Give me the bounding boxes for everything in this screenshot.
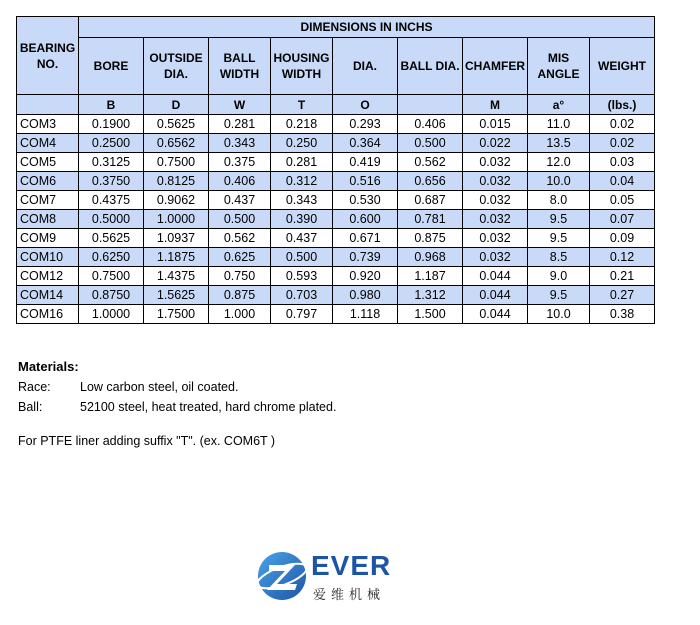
column-symbol: (lbs.) [590, 95, 655, 115]
column-symbol: B [79, 95, 144, 115]
table-cell: 0.968 [398, 248, 463, 267]
table-cell: 0.044 [463, 286, 528, 305]
table-cell: 0.3125 [79, 153, 144, 172]
column-symbol: a° [528, 95, 590, 115]
table-cell: 0.2500 [79, 134, 144, 153]
table-row [17, 115, 655, 134]
table-cell: 0.797 [271, 305, 333, 324]
table-cell: 0.781 [398, 210, 463, 229]
table-cell: 0.625 [209, 248, 271, 267]
ball-value: 52100 steel, heat treated, hard chrome plated. [80, 400, 337, 414]
bearing-dimensions-table [16, 16, 655, 324]
table-cell: 0.1900 [79, 115, 144, 134]
table-cell: 1.187 [398, 267, 463, 286]
table-cell: 0.02 [590, 115, 655, 134]
logo-brand-text: EVER [311, 550, 392, 581]
blank-symbol-cell [17, 95, 79, 115]
table-cell: 0.375 [209, 153, 271, 172]
bearing-model-cell: COM14 [17, 286, 79, 305]
table-cell: 8.5 [528, 248, 590, 267]
table-cell: 1.1875 [144, 248, 209, 267]
bearing-no-header: BEARING NO. [17, 17, 79, 95]
column-header: BORE [79, 38, 144, 95]
table-cell: 11.0 [528, 115, 590, 134]
ever-logo [255, 548, 405, 604]
column-symbol: D [144, 95, 209, 115]
column-header: WEIGHT [590, 38, 655, 95]
table-cell: 0.281 [209, 115, 271, 134]
logo-chinese-text: 爱维机械 [313, 587, 386, 602]
bearing-model-cell: COM4 [17, 134, 79, 153]
table-cell: 0.750 [209, 267, 271, 286]
column-header: BALL WIDTH [209, 38, 271, 95]
table-cell: 0.671 [333, 229, 398, 248]
table-cell: 1.0937 [144, 229, 209, 248]
table-cell: 0.500 [398, 134, 463, 153]
table-cell: 1.7500 [144, 305, 209, 324]
column-header: BALL DIA. [398, 38, 463, 95]
table-cell: 0.419 [333, 153, 398, 172]
table-cell: 0.218 [271, 115, 333, 134]
table-cell: 1.000 [209, 305, 271, 324]
bearing-model-cell: COM5 [17, 153, 79, 172]
bearing-model-cell: COM12 [17, 267, 79, 286]
table-cell: 0.530 [333, 191, 398, 210]
bearing-model-cell: COM10 [17, 248, 79, 267]
table-cell: 1.5625 [144, 286, 209, 305]
ball-material-row [18, 397, 336, 417]
bearing-model-cell: COM9 [17, 229, 79, 248]
table-cell: 0.281 [271, 153, 333, 172]
table-cell: 10.0 [528, 305, 590, 324]
table-cell: 0.250 [271, 134, 333, 153]
column-symbol-row [17, 95, 655, 115]
column-header: CHAMFER [463, 38, 528, 95]
dimensions-group-header: DIMENSIONS IN INCHS [79, 17, 655, 38]
table-cell: 0.406 [209, 172, 271, 191]
table-row [17, 191, 655, 210]
table-cell: 0.343 [209, 134, 271, 153]
table-cell: 0.09 [590, 229, 655, 248]
table-cell: 1.118 [333, 305, 398, 324]
table-cell: 0.21 [590, 267, 655, 286]
table-cell: 0.044 [463, 305, 528, 324]
column-symbol: O [333, 95, 398, 115]
bearing-model-cell: COM8 [17, 210, 79, 229]
table-cell: 0.9062 [144, 191, 209, 210]
column-symbol [398, 95, 463, 115]
table-cell: 0.07 [590, 210, 655, 229]
table-cell: 0.562 [209, 229, 271, 248]
table-row [17, 153, 655, 172]
column-header: MIS ANGLE [528, 38, 590, 95]
table-cell: 0.500 [271, 248, 333, 267]
table-cell: 10.0 [528, 172, 590, 191]
table-cell: 0.703 [271, 286, 333, 305]
table-cell: 0.6250 [79, 248, 144, 267]
table-cell: 0.562 [398, 153, 463, 172]
table-cell: 0.293 [333, 115, 398, 134]
table-cell: 0.8750 [79, 286, 144, 305]
table-cell: 8.0 [528, 191, 590, 210]
table-row [17, 210, 655, 229]
race-material-row [18, 377, 336, 397]
race-value: Low carbon steel, oil coated. [80, 380, 239, 394]
table-cell: 0.5000 [79, 210, 144, 229]
table-cell: 0.12 [590, 248, 655, 267]
bearing-model-cell: COM16 [17, 305, 79, 324]
table-cell: 0.593 [271, 267, 333, 286]
table-row [17, 134, 655, 153]
table-cell: 0.406 [398, 115, 463, 134]
table-cell: 0.980 [333, 286, 398, 305]
column-name-row [17, 38, 655, 95]
table-cell: 0.343 [271, 191, 333, 210]
table-body [17, 115, 655, 324]
table-cell: 0.032 [463, 191, 528, 210]
ball-label: Ball: [18, 400, 43, 414]
column-header: OUTSIDE DIA. [144, 38, 209, 95]
table-row [17, 267, 655, 286]
table-cell: 1.0000 [79, 305, 144, 324]
table-cell: 9.5 [528, 286, 590, 305]
table-row [17, 229, 655, 248]
table-cell: 0.015 [463, 115, 528, 134]
race-label: Race: [18, 380, 51, 394]
column-symbol: T [271, 95, 333, 115]
materials-section [18, 357, 336, 417]
table-cell: 0.032 [463, 229, 528, 248]
table-cell: 9.5 [528, 210, 590, 229]
materials-title: Materials: [18, 359, 79, 374]
table-cell: 1.500 [398, 305, 463, 324]
table-cell: 0.312 [271, 172, 333, 191]
table-cell: 0.500 [209, 210, 271, 229]
table-cell: 0.920 [333, 267, 398, 286]
bearing-model-cell: COM7 [17, 191, 79, 210]
table-cell: 0.6562 [144, 134, 209, 153]
table-cell: 0.032 [463, 172, 528, 191]
table-cell: 0.7500 [144, 153, 209, 172]
table-row [17, 286, 655, 305]
table-cell: 0.390 [271, 210, 333, 229]
table-cell: 1.312 [398, 286, 463, 305]
table-cell: 0.600 [333, 210, 398, 229]
table-cell: 9.0 [528, 267, 590, 286]
column-symbol: W [209, 95, 271, 115]
table-cell: 0.437 [209, 191, 271, 210]
table-cell: 0.656 [398, 172, 463, 191]
table-cell: 0.8125 [144, 172, 209, 191]
column-header: HOUSING WIDTH [271, 38, 333, 95]
column-header: DIA. [333, 38, 398, 95]
table-cell: 0.3750 [79, 172, 144, 191]
table-cell: 0.437 [271, 229, 333, 248]
table-cell: 0.02 [590, 134, 655, 153]
table-cell: 0.364 [333, 134, 398, 153]
table-cell: 0.875 [398, 229, 463, 248]
table-cell: 13.5 [528, 134, 590, 153]
table-cell: 0.5625 [79, 229, 144, 248]
table-cell: 0.5625 [144, 115, 209, 134]
table-cell: 1.0000 [144, 210, 209, 229]
table-cell: 0.044 [463, 267, 528, 286]
table-cell: 0.04 [590, 172, 655, 191]
table-row [17, 305, 655, 324]
table-cell: 0.032 [463, 153, 528, 172]
table-cell: 12.0 [528, 153, 590, 172]
bearing-model-cell: COM3 [17, 115, 79, 134]
table-cell: 0.032 [463, 210, 528, 229]
table-cell: 0.4375 [79, 191, 144, 210]
table-cell: 0.516 [333, 172, 398, 191]
table-cell: 0.05 [590, 191, 655, 210]
table-cell: 0.739 [333, 248, 398, 267]
table-cell: 0.687 [398, 191, 463, 210]
column-symbol: M [463, 95, 528, 115]
table-cell: 0.38 [590, 305, 655, 324]
table-cell: 0.032 [463, 248, 528, 267]
table-cell: 0.27 [590, 286, 655, 305]
table-cell: 0.875 [209, 286, 271, 305]
table-row [17, 248, 655, 267]
table-cell: 0.022 [463, 134, 528, 153]
ptfe-note: For PTFE liner adding suffix "T". (ex. COM6T ) [18, 434, 276, 448]
table-cell: 0.7500 [79, 267, 144, 286]
table-cell: 1.4375 [144, 267, 209, 286]
table-cell: 0.03 [590, 153, 655, 172]
table-row [17, 172, 655, 191]
table-cell: 9.5 [528, 229, 590, 248]
ever-logo-icon [255, 548, 309, 602]
bearing-model-cell: COM6 [17, 172, 79, 191]
